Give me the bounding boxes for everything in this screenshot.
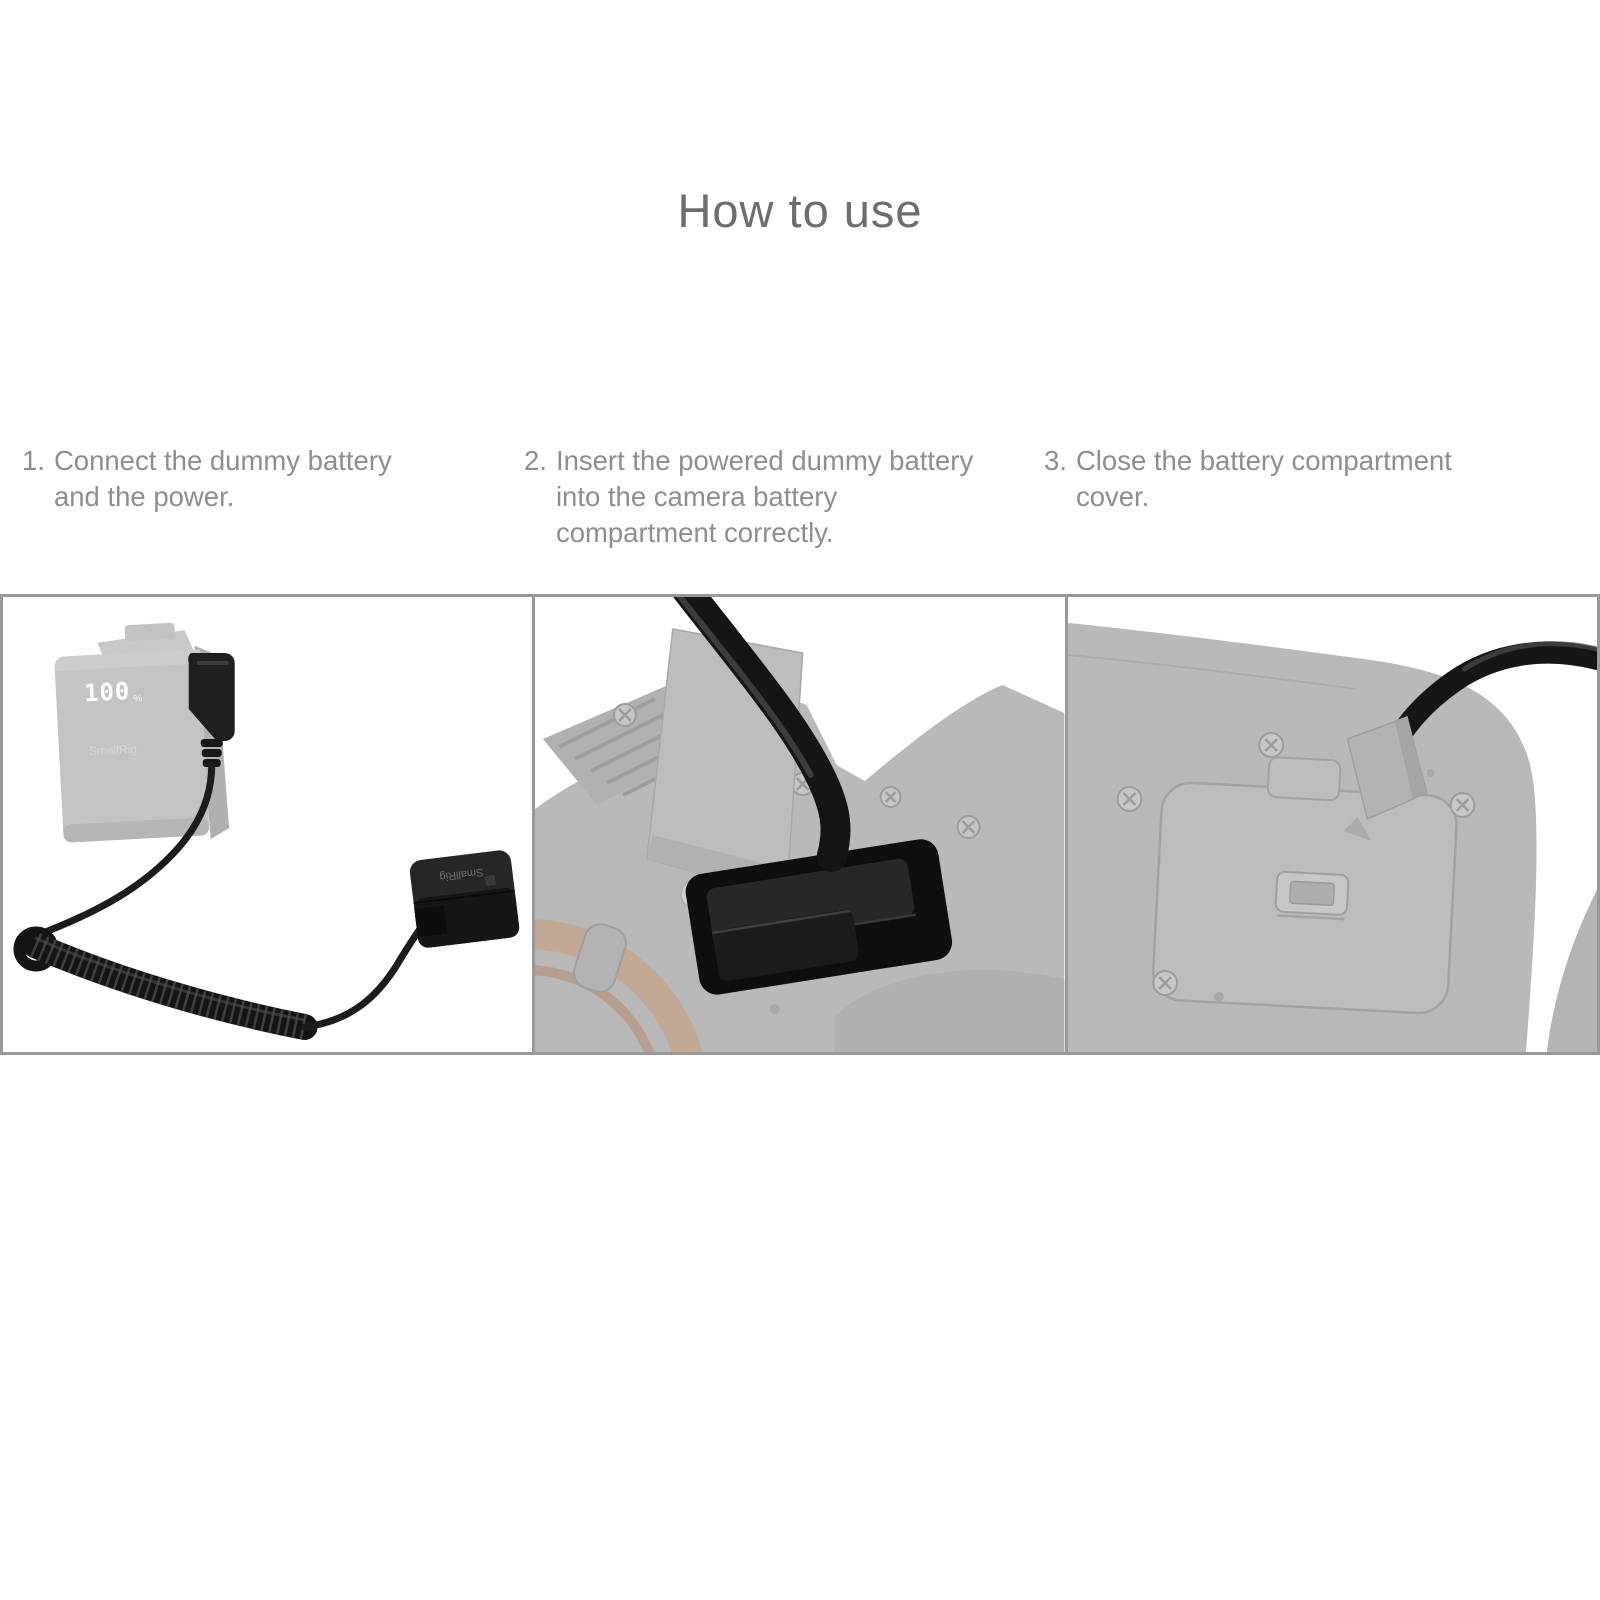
step-3 (1044, 443, 1564, 515)
step-3-text: Close the battery compartment cover. (1075, 445, 1452, 512)
step-3-number: 3. (1044, 445, 1067, 476)
coiled-cable (19, 932, 305, 1027)
dummy-battery-brand-label: SmallRig (438, 865, 484, 883)
battery-brand-label: SmallRig (88, 741, 138, 759)
step-2 (524, 443, 1010, 551)
close-cover-illustration (1068, 597, 1597, 1052)
battery-display: 100 (83, 677, 131, 708)
dummy-battery-cable (305, 919, 427, 1027)
camera-grip (1546, 889, 1597, 1052)
dummy-battery (409, 849, 521, 949)
panel-insert-battery (532, 597, 1064, 1052)
page-title: How to use (677, 184, 923, 237)
panel-close-cover (1065, 597, 1597, 1052)
step-2-text: Insert the powered dummy battery into the camera battery compartment correctly. (555, 445, 974, 548)
panel-connect-power (3, 597, 532, 1052)
step-1-text: Connect the dummy battery and the power. (53, 445, 392, 512)
panels-row (0, 594, 1600, 1055)
step-1-number: 1. (22, 445, 45, 476)
step-2-number: 2. (524, 445, 547, 476)
battery-display-unit: % (133, 693, 143, 705)
step-1 (22, 443, 492, 515)
insert-battery-illustration (535, 597, 1064, 1052)
connect-power-illustration (3, 597, 532, 1052)
door-latch (1275, 871, 1349, 919)
